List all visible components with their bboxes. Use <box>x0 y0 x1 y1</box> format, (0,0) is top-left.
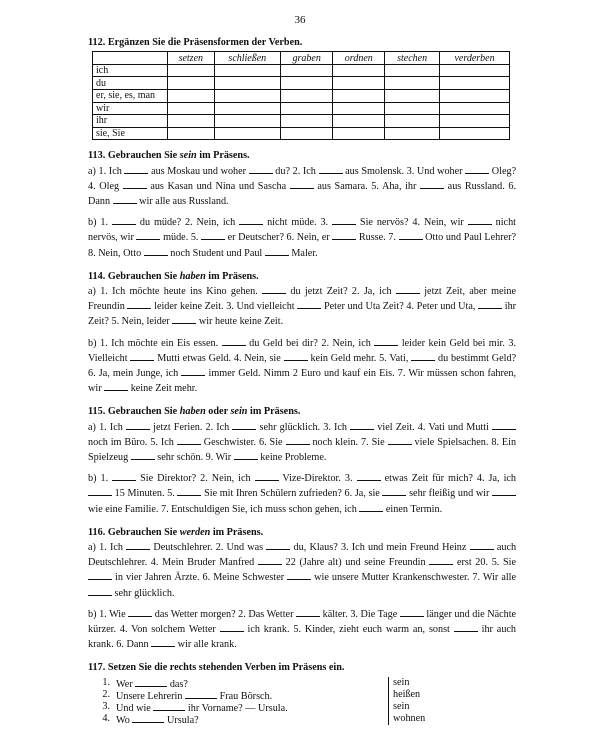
page-content <box>88 36 516 725</box>
answer-blank[interactable] <box>88 570 112 580</box>
answer-blank[interactable] <box>177 486 201 496</box>
table-header-verb: setzen <box>168 52 215 65</box>
answer-blank[interactable] <box>332 230 356 240</box>
exercise-117-list <box>88 677 516 725</box>
answer-blank[interactable] <box>286 435 310 445</box>
answer-blank[interactable] <box>465 164 489 174</box>
exercise-115-part-b: b) 1. Sie Direktor? 2. Nein, ich Vize-Direktor. 3. etwas Zeit für mich? 4. Ja, ich 15 Minuten. 5. Sie mit Ihren Schülern zufrieden? 6. Ja, sie sehr fleißig und wir wie eine Familie. 7. Entschuldigen Sie, ich muss schon gehen, ich einen Termin. <box>88 473 517 515</box>
exercise-115-title: 115. Gebrauchen Sie haben oder sein im Präsens. <box>88 406 301 418</box>
answer-blank[interactable] <box>296 607 320 617</box>
exercise-115-part-a: a) 1. Ich jetzt Ferien. 2. Ich sehr glücklich. 3. Ich viel Zeit. 4. Vati und Mutti noch im Büro. 5. Ich Geschwister. 6. Sie noch klein. 7. Sie viele Spielsachen. 8. Ein Spielzeug sehr schön. 9. Wir keine Probleme. <box>88 421 517 464</box>
answer-blank[interactable] <box>396 284 420 294</box>
answer-blank[interactable] <box>374 336 398 346</box>
answer-blank[interactable] <box>126 420 150 430</box>
answer-blank[interactable] <box>181 366 205 376</box>
answer-blank[interactable] <box>126 540 150 550</box>
answer-blank[interactable] <box>478 299 502 309</box>
table-row: ich <box>93 64 510 77</box>
table-header-empty <box>93 52 168 65</box>
answer-blank[interactable] <box>128 607 152 617</box>
answer-blank[interactable] <box>297 299 321 309</box>
answer-blank[interactable] <box>222 336 246 346</box>
answer-blank[interactable] <box>492 486 516 496</box>
answer-blank[interactable] <box>151 637 175 647</box>
answer-blank[interactable] <box>468 215 492 225</box>
answer-blank[interactable] <box>132 713 164 723</box>
answer-blank[interactable] <box>287 570 311 580</box>
list-item: 4. Wo Ursula? <box>102 712 199 726</box>
answer-blank[interactable] <box>284 351 308 361</box>
list-item: 3. Und wie ihr Vorname? — Ursula. <box>102 700 288 714</box>
exercise-113-part-a: a) 1. Ich aus Moskau und woher du? 2. Ich aus Smolensk. 3. Und woher Oleg? 4. Oleg aus Kasan und Nina und Sascha aus Samara. 5. Aha, ihr aus Russland. 6. Dann wir alle aus Russland. <box>88 165 517 207</box>
answer-blank[interactable] <box>135 677 167 687</box>
exercise-116-title: 116. Gebrauchen Sie werden im Präsens. <box>88 526 264 538</box>
answer-blank[interactable] <box>411 351 435 361</box>
answer-blank[interactable] <box>359 502 383 512</box>
answer-blank[interactable] <box>220 622 244 632</box>
answer-blank[interactable] <box>127 299 151 309</box>
answer-blank[interactable] <box>234 450 258 460</box>
answer-blank[interactable] <box>144 246 168 256</box>
answer-blank[interactable] <box>429 555 453 565</box>
answer-blank[interactable] <box>177 435 201 445</box>
answer-blank[interactable] <box>232 420 256 430</box>
answer-blank[interactable] <box>112 471 136 481</box>
exercise-113-part-b: b) 1. du müde? 2. Nein, ich nicht müde. 3. Sie nervös? 4. Nein, wir nicht nervös, wir müde. 5. er Deutscher? 6. Nein, er Russe. 7. Otto und Paul Lehrer? 8. Nein, Otto noch Student und Paul Maler. <box>88 217 517 259</box>
answer-blank[interactable] <box>249 164 273 174</box>
answer-blank[interactable] <box>112 215 136 225</box>
exercise-117-title: 117. Setzen Sie die rechts stehenden Verben im Präsens ein. <box>88 662 345 674</box>
page-number: 36 <box>294 14 306 26</box>
answer-blank[interactable] <box>332 215 356 225</box>
answer-blank[interactable] <box>172 314 196 324</box>
answer-blank[interactable] <box>388 435 412 445</box>
table-header-verb: schließen <box>214 52 280 65</box>
answer-blank[interactable] <box>265 246 289 256</box>
answer-blank[interactable] <box>201 230 225 240</box>
answer-blank[interactable] <box>123 179 147 189</box>
answer-blank[interactable] <box>258 555 282 565</box>
answer-blank[interactable] <box>470 540 494 550</box>
table-header-verb: ordnen <box>333 52 385 65</box>
answer-blank[interactable] <box>266 540 290 550</box>
list-item: 1. Wer das? <box>102 676 188 690</box>
answer-blank[interactable] <box>454 622 478 632</box>
verb-column: sein heißen sein wohnen <box>388 677 425 725</box>
answer-blank[interactable] <box>239 215 263 225</box>
exercise-116-part-a: a) 1. Ich Deutschlehrer. 2. Und was du, Klaus? 3. Ich und mein Freund Heinz auch Deutschlehrer. 4. Mein Bruder Manfred 22 (Jahre alt) und seine Freundin erst 20. 5. Sie in vier Jahren Ärzte. 6. Meine Schwester wie unsere Mutter Krankenschwester. 7. Wir alle sehr glücklich. <box>88 542 517 599</box>
answer-blank[interactable] <box>88 486 112 496</box>
conjugation-table <box>92 51 510 140</box>
table-header-verb: stechen <box>385 52 440 65</box>
exercise-114-part-b: b) 1. Ich möchte ein Eis essen. du Geld bei dir? 2. Nein, ich leider kein Geld bei mir. 3. Vielleicht Mutti etwas Geld. 4. Nein, sie kein Geld mehr. 5. Vati, du bestimmt Geld? 6. Ja, mein Junge, ich immer Geld. Nimm 2 Euro und kauf ein Eis. 7. Wir müssen schon fahren, wir keine Zeit mehr. <box>88 337 517 395</box>
answer-blank[interactable] <box>420 179 444 189</box>
list-item: 2. Unsere Lehrerin Frau Börsch. <box>102 688 273 702</box>
answer-blank[interactable] <box>130 351 154 361</box>
table-header-verb: graben <box>280 52 332 65</box>
table-row: er, sie, es, man <box>93 89 510 102</box>
exercise-116-part-b: b) 1. Wie das Wetter morgen? 2. Das Wetter kälter. 3. Die Tage länger und die Nächte kürzer. 4. Von solchem Wetter ich krank. 5. Kinder, zieht euch warm an, sonst ihr auch krank. 6. Dann wir alle krank. <box>88 608 517 651</box>
answer-blank[interactable] <box>357 471 381 481</box>
table-row: sie, Sie <box>93 127 510 140</box>
answer-blank[interactable] <box>113 194 137 204</box>
table-row: wir <box>93 102 510 115</box>
table-row: du <box>93 77 510 90</box>
exercise-112-title: 112. Ergänzen Sie die Präsensformen der Verben. <box>88 37 303 48</box>
answer-blank[interactable] <box>255 471 279 481</box>
exercise-114-part-a: a) 1. Ich möchte heute ins Kino gehen. du jetzt Zeit? 2. Ja, ich jetzt Zeit, aber meine Freundin leider keine Zeit. 3. Und vielleicht Peter und Uta Zeit? 4. Peter und Uta, ihr Zeit? 5. Nein, leider wir heute keine Zeit. <box>88 285 517 328</box>
exercise-114-title: 114. Gebrauchen Sie haben im Präsens. <box>88 270 259 282</box>
answer-blank[interactable] <box>136 230 160 240</box>
answer-blank[interactable] <box>185 689 217 699</box>
answer-blank[interactable] <box>262 284 286 294</box>
answer-blank[interactable] <box>400 607 424 617</box>
table-row: ihr <box>93 115 510 128</box>
answer-blank[interactable] <box>399 230 423 240</box>
answer-blank[interactable] <box>290 179 314 189</box>
answer-blank[interactable] <box>153 701 185 711</box>
answer-blank[interactable] <box>350 420 374 430</box>
answer-blank[interactable] <box>319 164 343 174</box>
table-header-verb: verderben <box>440 52 510 65</box>
answer-blank[interactable] <box>382 486 406 496</box>
answer-blank[interactable] <box>492 420 516 430</box>
answer-blank[interactable] <box>124 164 148 174</box>
answer-blank[interactable] <box>104 381 128 391</box>
answer-blank[interactable] <box>131 450 155 460</box>
exercise-113-title: 113. Gebrauchen Sie sein im Präsens. <box>88 150 250 162</box>
answer-blank[interactable] <box>88 586 112 596</box>
